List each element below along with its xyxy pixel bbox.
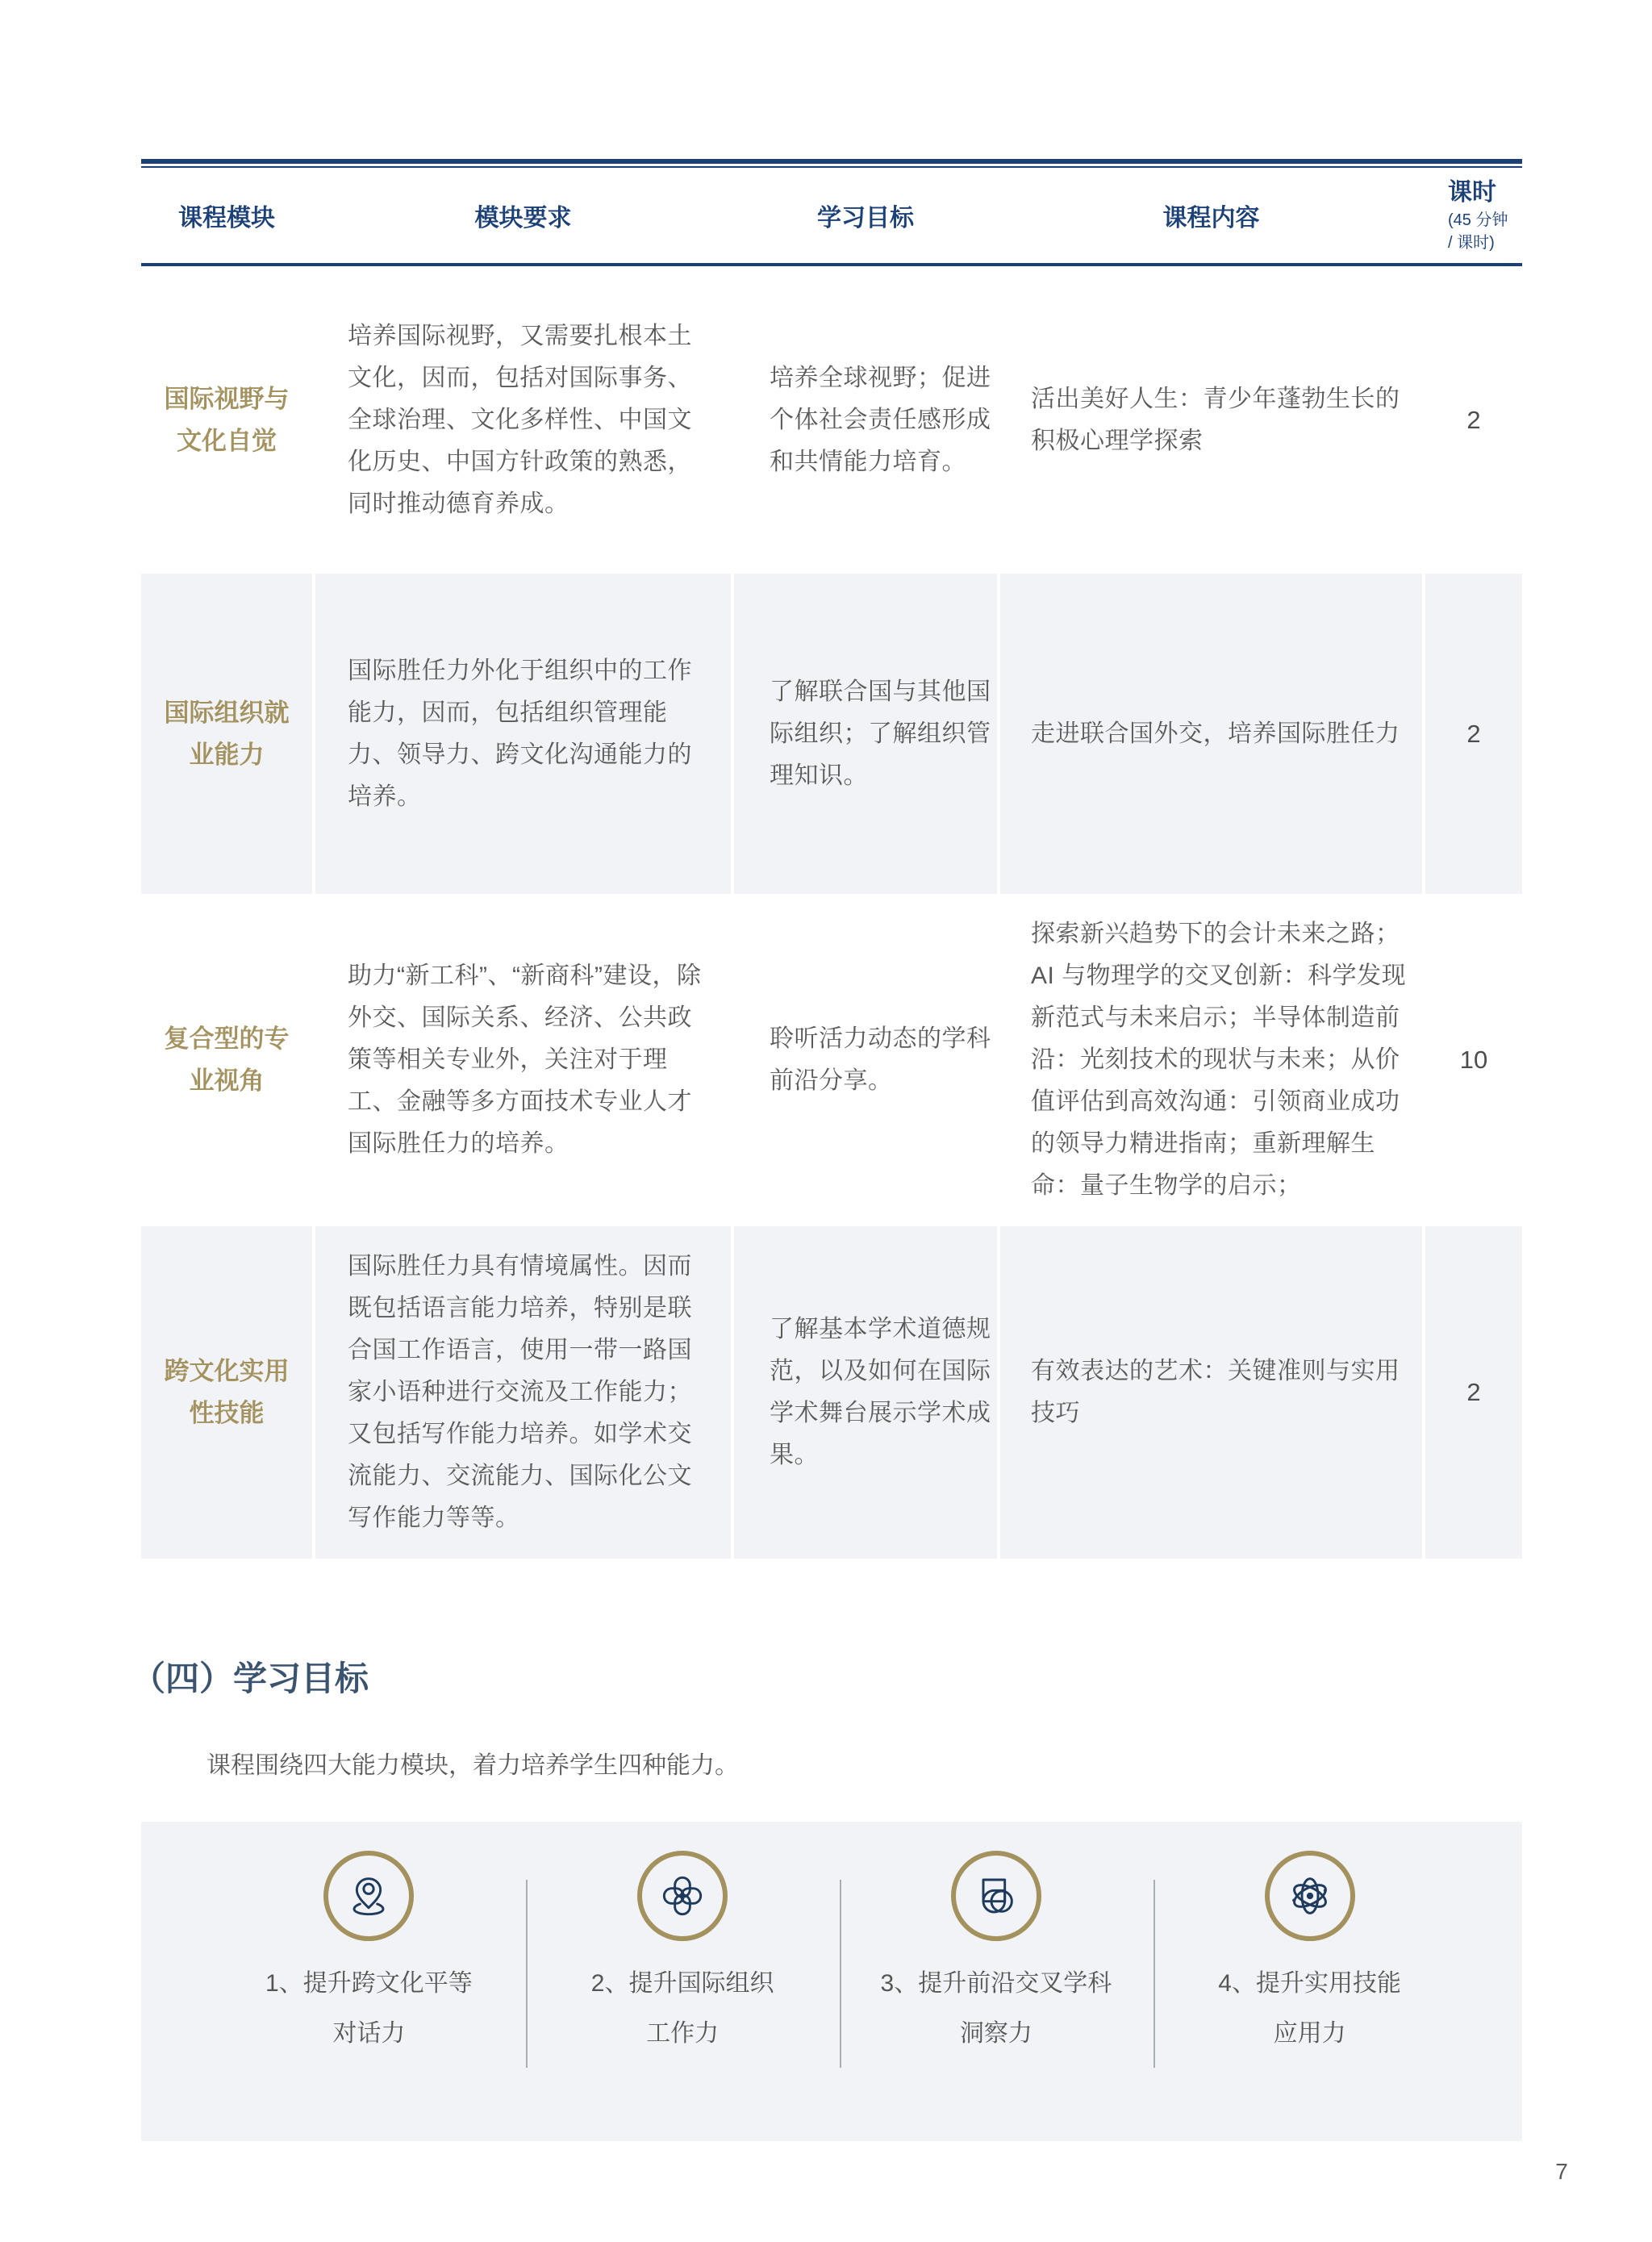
hours-subtitle-2: / 课时) xyxy=(1448,234,1495,252)
section-heading: （四）学习目标 xyxy=(131,1660,369,1697)
cell-hours: 2 xyxy=(1466,405,1481,434)
cell-requirements: 国际胜任力外化于组织中的工作能力，因而，包括组织管理能力、领导力、跨文化沟通能力的培养。 xyxy=(315,574,731,894)
table-row xyxy=(141,574,1522,894)
page-number: 7 xyxy=(1555,2159,1568,2184)
cell-objectives: 聆听活力动态的学科前沿分享。 xyxy=(770,1025,991,1094)
cell-objectives: 了解联合国与其他国际组织；了解组织管理知识。 xyxy=(734,574,997,894)
module-name-line2: 业视角 xyxy=(189,1067,265,1095)
module-name-line2: 业能力 xyxy=(189,740,265,769)
cell-hours: 2 xyxy=(1425,574,1522,894)
ability-caption-line1: 4、提升实用技能 xyxy=(1218,1970,1401,1997)
cell-content: 有效表达的艺术：关键准则与实用技巧 xyxy=(1000,1226,1422,1559)
module-name-line1: 复合型的专 xyxy=(164,1025,290,1053)
section-intro-text: 课程围绕四大能力模块，着力培养学生四种能力。 xyxy=(206,1752,739,1779)
header-learning-objectives: 学习目标 xyxy=(817,205,914,232)
cell-module xyxy=(141,1226,312,1559)
header-course-module: 课程模块 xyxy=(178,205,275,232)
module-name-line1: 跨文化实用 xyxy=(164,1357,290,1385)
ability-caption xyxy=(265,1959,473,2059)
module-name-line2: 性技能 xyxy=(189,1399,265,1427)
hours-subtitle-1: (45 分钟 xyxy=(1448,211,1508,229)
course-module-table xyxy=(141,159,1522,1559)
panel-divider xyxy=(526,1880,528,2068)
cell-content: 活出美好人生：青少年蓬勃生长的积极心理学探索 xyxy=(1031,385,1400,454)
ability-caption xyxy=(881,1959,1112,2059)
cell-module xyxy=(141,266,312,574)
cell-hours: 2 xyxy=(1425,1226,1522,1559)
interlocked-links-icon xyxy=(637,1851,728,1941)
ability-caption xyxy=(1218,1959,1401,2059)
cell-requirements: 培养国际视野，又需要扎根本土文化，因而，包括对国际事务、全球治理、文化多样性、中国文化历史、中国方针政策的熟悉，同时推动德育养成。 xyxy=(348,322,692,517)
table-top-double-rule xyxy=(141,159,1522,168)
ability-item-1 xyxy=(212,1822,526,2141)
ability-item-4 xyxy=(1153,1822,1466,2141)
cell-module xyxy=(141,574,312,894)
table-row xyxy=(141,266,1522,574)
location-pin-icon xyxy=(323,1851,414,1941)
overlapping-shapes-icon xyxy=(951,1851,1041,1941)
module-name-line1: 国际组织就 xyxy=(164,698,290,727)
ability-caption-line2: 洞察力 xyxy=(959,2020,1032,2047)
cell-content: 探索新兴趋势下的会计未来之路；AI 与物理学的交叉创新：科学发现新范式与未来启示；半导体制造前沿：光刻技术的现状与未来；从价值评估到高效沟通：引领商业成功的领导力精进指南；重新理解生命：量子生物学的启示； xyxy=(1031,921,1407,1199)
cell-requirements: 助力“新工科”、“新商科”建设，除外交、国际关系、经济、公共政策等相关专业外，关注对于理工、金融等多方面技术专业人才国际胜任力的培养。 xyxy=(348,962,702,1157)
ability-caption-line1: 1、提升跨文化平等 xyxy=(265,1970,473,1997)
cell-objectives: 培养全球视野；促进个体社会责任感形成和共情能力培育。 xyxy=(770,364,991,475)
header-course-content: 课程内容 xyxy=(1162,205,1260,232)
panel-divider xyxy=(840,1880,841,2068)
table-row xyxy=(141,894,1522,1226)
module-name-line2: 文化自觉 xyxy=(177,426,277,455)
table-header-row xyxy=(141,168,1522,266)
ability-item-2 xyxy=(526,1822,840,2141)
module-name-line1: 国际视野与 xyxy=(164,384,290,413)
header-module-requirements: 模块要求 xyxy=(474,205,572,232)
ability-item-3 xyxy=(840,1822,1153,2141)
ability-caption-line1: 3、提升前沿交叉学科 xyxy=(880,1970,1112,1997)
ability-caption-line2: 应用力 xyxy=(1273,2020,1346,2047)
ability-caption-line2: 工作力 xyxy=(646,2020,720,2047)
panel-divider xyxy=(1153,1880,1155,2068)
table-row xyxy=(141,1226,1522,1559)
header-class-hours xyxy=(1425,168,1522,263)
cell-objectives: 了解基本学术道德规范，以及如何在国际学术舞台展示学术成果。 xyxy=(734,1226,997,1559)
ability-caption-line2: 对话力 xyxy=(332,2020,406,2047)
cell-content: 走进联合国外交，培养国际胜任力 xyxy=(1000,574,1422,894)
cell-requirements: 国际胜任力具有情境属性。因而既包括语言能力培养，特别是联合国工作语言，使用一带一路国家小语种进行交流及工作能力；又包括写作能力培养。如学术交流能力、交流能力、国际化公文写作能力等等。 xyxy=(315,1226,731,1559)
cell-module xyxy=(141,894,312,1226)
cell-hours: 10 xyxy=(1459,1046,1488,1074)
four-abilities-panel xyxy=(141,1822,1522,2141)
ability-caption-line1: 2、提升国际组织 xyxy=(590,1970,774,1997)
atom-icon xyxy=(1265,1851,1355,1941)
ability-caption xyxy=(591,1959,774,2059)
hours-title: 课时 xyxy=(1448,179,1496,206)
